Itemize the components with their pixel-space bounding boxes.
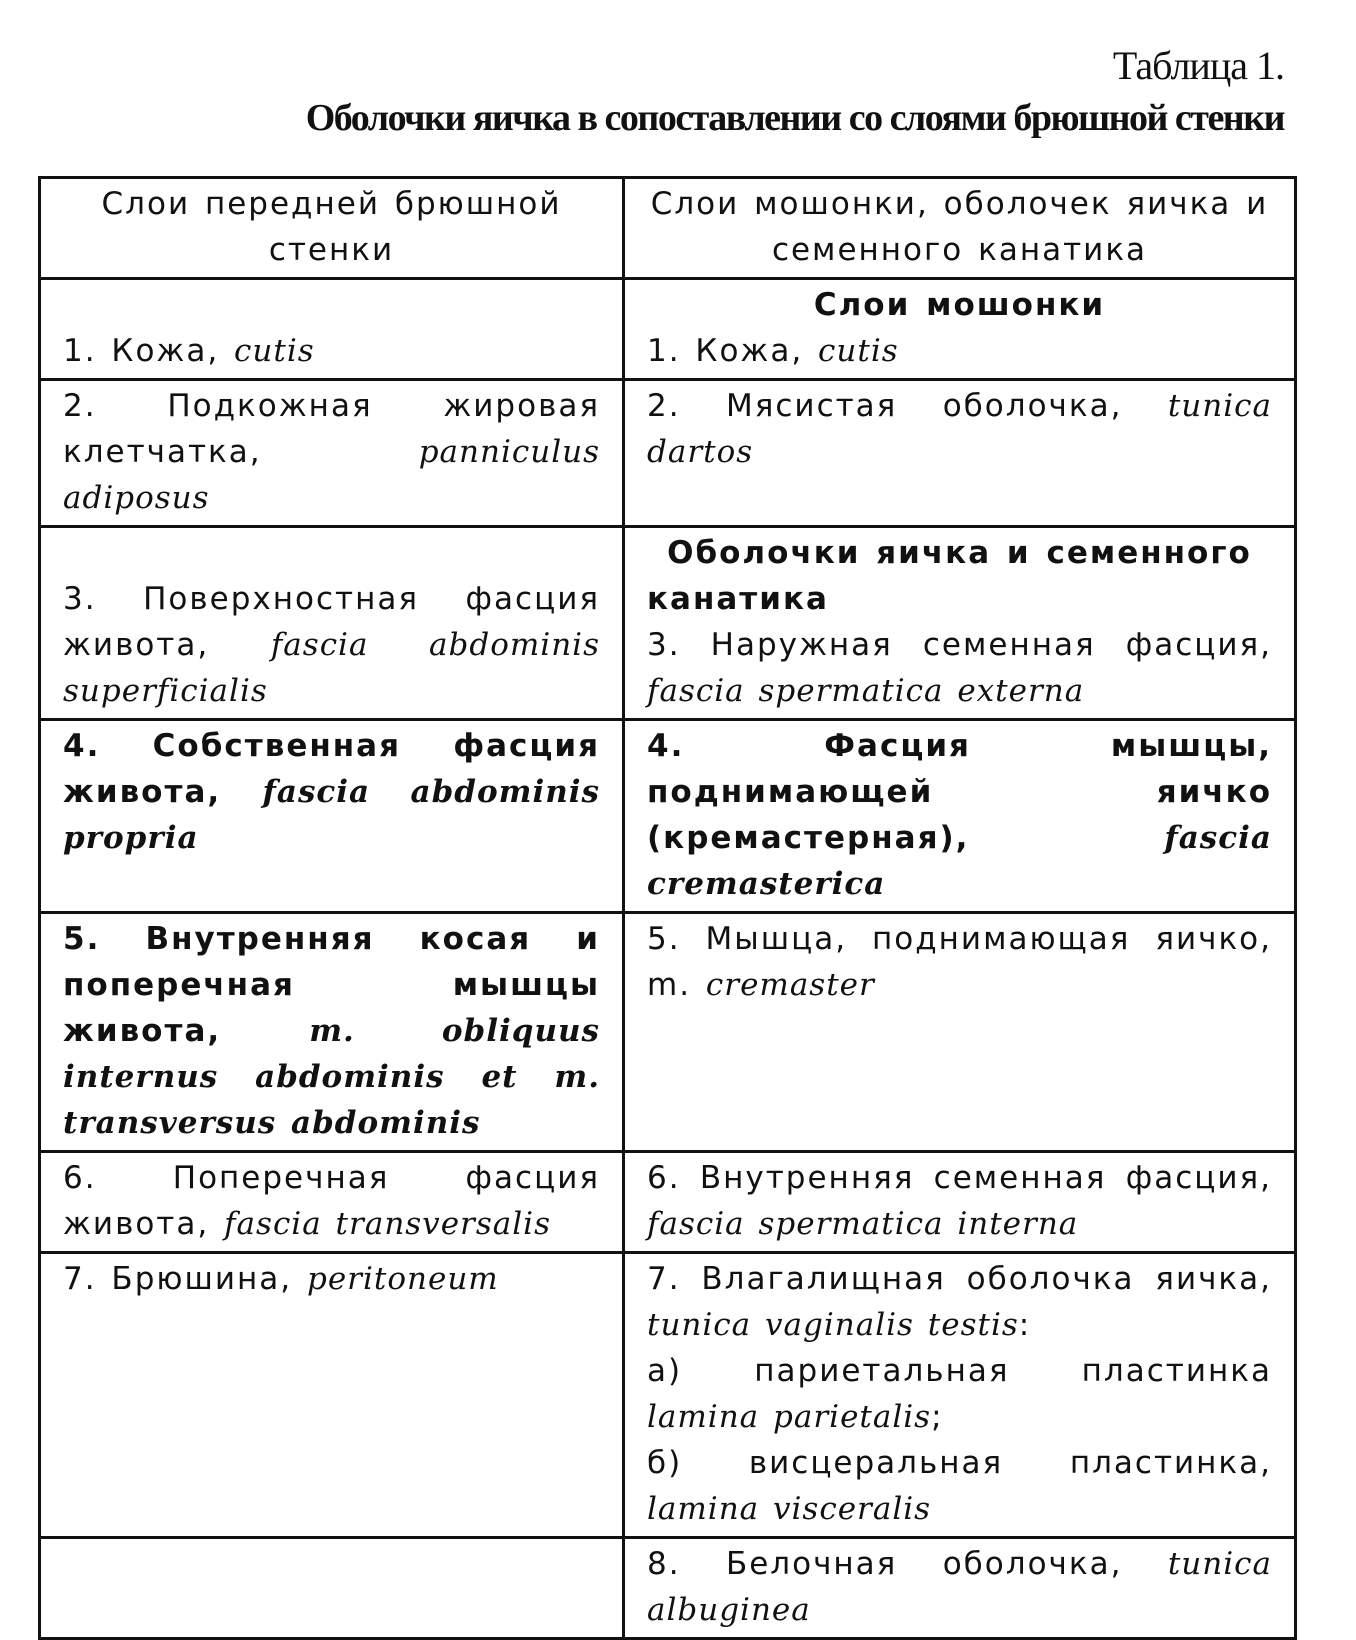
right-la-1: cutis [818,333,899,369]
right-cell-3 [624,527,1296,720]
comparison-table [38,176,1297,1640]
left-la-4: fascia abdominis propria [63,774,600,856]
right-sub-b-ru: б) висцеральная пластинка, [647,1445,1272,1481]
table-row [40,1253,1296,1538]
right-cell-6 [624,1152,1296,1253]
table-row [40,279,1296,380]
left-ru-6: 6. Поперечная фасция живота, [63,1160,600,1242]
left-cell-5 [40,913,624,1152]
table-row [40,913,1296,1152]
header-row [40,178,1296,279]
table-row [40,720,1296,913]
left-cell-4 [40,720,624,913]
header-abdominal-wall: Слои передней брюшной стенки [40,178,624,279]
left-cell-2 [40,380,624,527]
right-colon-7: : [1018,1307,1032,1343]
table-title: Оболочки яичка в сопоставлении со слоями брюшной стенки [305,97,1284,139]
right-la-2: tunica dartos [647,388,1272,470]
left-cell-8 [40,1538,624,1639]
left-ru-7: 7. Брюшина, [63,1261,307,1297]
right-cell-1 [624,279,1296,380]
right-cell-7 [624,1253,1296,1538]
table-row [40,1538,1296,1639]
right-ru-8: 8. Белочная оболочка, [647,1546,1168,1582]
right-ru-4: 4. Фасция мышцы, поднимающей яичко (кремастерная), [647,728,1272,856]
right-la-4: fascia cremasterica [647,820,1272,902]
right-cell-8 [624,1538,1296,1639]
right-la-3: fascia spermatica externa [647,673,1085,709]
right-sub-b-la: lamina visceralis [647,1491,932,1527]
left-la-2: panniculus adiposus [63,434,600,516]
right-sub-a [647,1348,1272,1440]
left-la-6: fascia transversalis [224,1206,551,1242]
right-ru-6: 6. Внутренняя семенная фасция, [647,1160,1272,1196]
left-la-5: m. obliquus internus abdominis et m. transversus abdominis [63,1013,600,1141]
left-ru-2: 2. Подкожная жировая клетчатка, [63,388,600,470]
left-cell-7 [40,1253,624,1538]
right-cell-5 [624,913,1296,1152]
right-main-7 [647,1256,1272,1348]
right-sub-a-la: lamina parietalis [647,1399,932,1435]
section-scrotum-heading: Слои мошонки [813,287,1106,323]
right-ru-5: 5. Мышца, поднимающая яичко, m. [647,921,1272,1003]
left-cell-1 [40,279,624,380]
right-la-8: tunica albuginea [647,1546,1272,1628]
section-sheaths-heading: Оболочки яичка и семенного канатика [647,535,1252,617]
header-scrotum: Слои мошонки, оболочек яичка и семенного канатика [624,178,1296,279]
left-cell-6 [40,1152,624,1253]
left-ru-4: 4. Собственная фасция живота, [63,728,600,810]
table-row [40,1152,1296,1253]
table-row [40,380,1296,527]
right-sub-b [647,1440,1272,1532]
left-ru-3: 3. Поверхностная фасция живота, [63,581,600,663]
right-ru-7: 7. Влагалищная оболочка яичка, [647,1261,1272,1297]
right-cell-4 [624,720,1296,913]
table-row [40,527,1296,720]
right-sub-a-ru: а) париетальная пластинка [647,1353,1272,1389]
right-la-6: fascia spermatica interna [647,1206,1079,1242]
right-ru-3: 3. Наружная семенная фасция, [647,627,1272,663]
table-number: Таблица 1. [1112,43,1284,88]
right-cell-2 [624,380,1296,527]
left-cell-3 [40,527,624,720]
right-sub-a-end: ; [931,1399,944,1435]
right-la-7: tunica vaginalis testis [647,1307,1019,1343]
left-ru-5: 5. Внутренняя косая и поперечная мышцы живота, [63,921,600,1049]
right-ru-1: 1. Кожа, [647,333,819,369]
left-la-3: fascia abdominis superficialis [63,627,600,709]
right-la-5: cremaster [705,967,875,1003]
left-la-7: peritoneum [306,1261,499,1297]
right-ru-2: 2. Мясистая оболочка, [647,388,1168,424]
left-ru-1: 1. Кожа, [63,333,235,369]
left-la-1: cutis [234,333,315,369]
